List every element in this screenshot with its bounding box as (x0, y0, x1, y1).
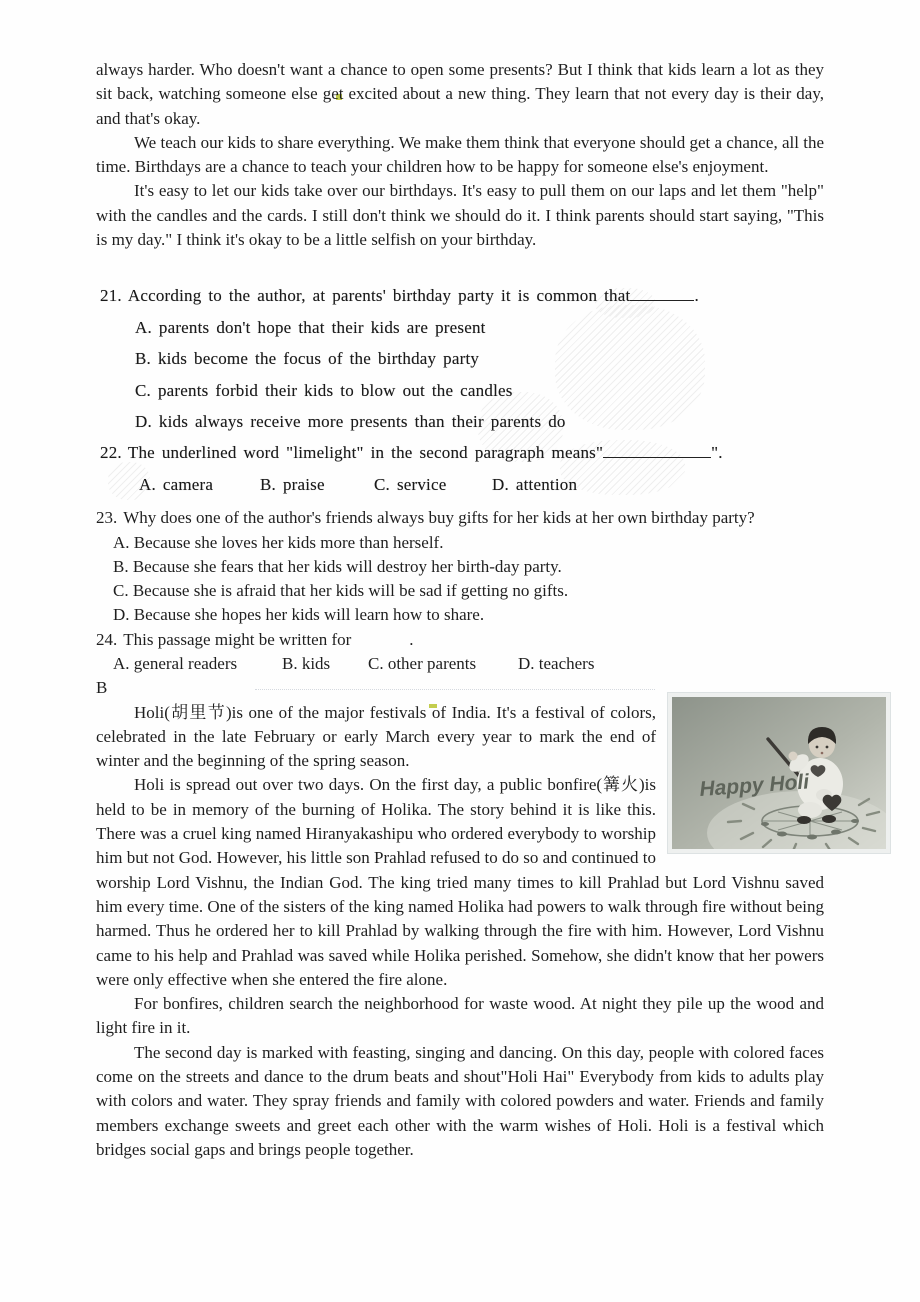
question-22-option-c: C. service (374, 474, 447, 494)
question-21-stem: According to the author, at parents' birthday party it is common that (127, 286, 631, 306)
question-24-option-d: D. teachers (518, 654, 595, 673)
passage-b-paragraph-2: Holi is spread out over two days. On the first day, a public bonfire(篝火)is held to be in memory of the burning of Holika. The story behind it is like this. There was a cruel king named Hiranyakashipu who ordered everybody to worship him but not God. However, his little son Prahlad refused to do so and continued to worship Lord Vishnu, the Indian God. The king tried many times to kill Prahlad but Lord Vishnu saved him every time. One of the sisters of the king named Holika had powers to walk through fire without being harmed. Thus he ordered her to kill Prahlad by walking through the fire with him. However, Lord Vishnu came to his help and Prahlad was saved while Holika perished. Somehow, she didn't know that her powers were only effective when she entered the fire alone. (96, 775, 825, 989)
question-24-option-a: A. general readers (113, 654, 238, 673)
passage-a (96, 58, 824, 252)
question-22-stem: The underlined word "limelight" in the second paragraph means" (127, 443, 604, 463)
question-21-answer-blank (630, 286, 694, 301)
question-22-option-a: A. camera (139, 474, 214, 494)
question-21-suffix: . (694, 286, 699, 306)
questions-23-24 (96, 506, 824, 676)
question-22 (100, 437, 824, 468)
happy-holi-caption: Happy Holi (698, 769, 810, 801)
question-22-options-row (100, 469, 824, 500)
question-23-option-b: B. Because she fears that her kids will destroy her birth-day party. (113, 556, 562, 576)
question-21 (100, 280, 824, 311)
question-22-number: 22. (100, 443, 122, 463)
question-23-option-a: A. Because she loves her kids more than herself. (113, 532, 444, 552)
question-24-option-c: C. other parents (368, 654, 477, 673)
question-24-suffix: . (409, 629, 414, 649)
passage-b (96, 701, 824, 1163)
question-24 (96, 628, 824, 652)
question-24-answer-gap (351, 641, 409, 645)
question-24-options-row (96, 652, 824, 676)
question-21-option-d: D. kids always receive more presents than their parents do (135, 412, 566, 431)
passage-b-paragraph-1: Holi(胡里节)is one of the major festivals of India. It's a festival of colors, celebrated in the late February or early March every year to mark the end of winter and the beginning of the spring season. (96, 702, 656, 771)
passage-a-paragraph-2: We teach our kids to share everything. We make them think that everyone should get a chance, all the time. Birthdays are a chance to teach your children how to be happy for someone else's enjoyment. (96, 132, 824, 177)
questions-21-22 (100, 280, 824, 500)
question-23-stem: Why does one of the author's friends always buy gifts for her kids at her own birthday party? (123, 508, 755, 528)
question-23 (96, 506, 824, 530)
holi-photo-illustration (672, 697, 886, 849)
question-22-option-b: B. praise (260, 474, 325, 494)
question-23-option-d: D. Because she hopes her kids will learn how to share. (113, 605, 485, 625)
passage-a-paragraph-3: It's easy to let our kids take over our birthdays. It's easy to pull them on our laps and let them "help" with the candles and the cards. I still don't think we should do it. I think parents should start saying, "This is my day." I think it's okay to be a little selfish on your birthday. (96, 181, 824, 250)
passage-b-paragraph-4: The second day is marked with feasting, singing and dancing. On this day, people with colored faces come on the streets and dance to the drum beats and shout"Holi Hai" Everybody from kids to adults play with colors and water. They spray friends and family with colored powders and water. Friends and family members exchange sweets and greet each other with the warm wishes of Holi. Holi is a festival which bridges social gaps and brings people together. (96, 1042, 824, 1159)
question-21-option-c: C. parents forbid their kids to blow out the candles (135, 380, 513, 400)
question-21-option-a: A. parents don't hope that their kids are present (135, 317, 486, 337)
passage-a-paragraph-1: always harder. Who doesn't want a chance to open some presents? But I think that kids learn a lot as they sit back, watching someone else get excited about a new thing. They learn that not every day is their day, and that's okay. (96, 60, 824, 128)
question-22-answer-blank (603, 443, 711, 458)
question-22-option-d: D. attention (492, 474, 578, 494)
question-23-number: 23. (96, 508, 118, 528)
question-22-suffix: ". (711, 443, 723, 463)
section-b-label: B (96, 678, 108, 698)
question-21-option-b: B. kids become the focus of the birthday party (135, 349, 480, 369)
passage-b-paragraph-3: For bonfires, children search the neighborhood for waste wood. At night they pile up the wood and light fire in it. (96, 994, 824, 1038)
question-23-option-c: C. Because she is afraid that her kids will be sad if getting no gifts. (113, 581, 569, 601)
holi-photo (668, 693, 890, 853)
question-24-number: 24. (96, 629, 118, 649)
question-24-stem: This passage might be written for (123, 629, 352, 649)
question-24-option-b: B. kids (282, 654, 331, 673)
question-21-number: 21. (100, 286, 122, 306)
